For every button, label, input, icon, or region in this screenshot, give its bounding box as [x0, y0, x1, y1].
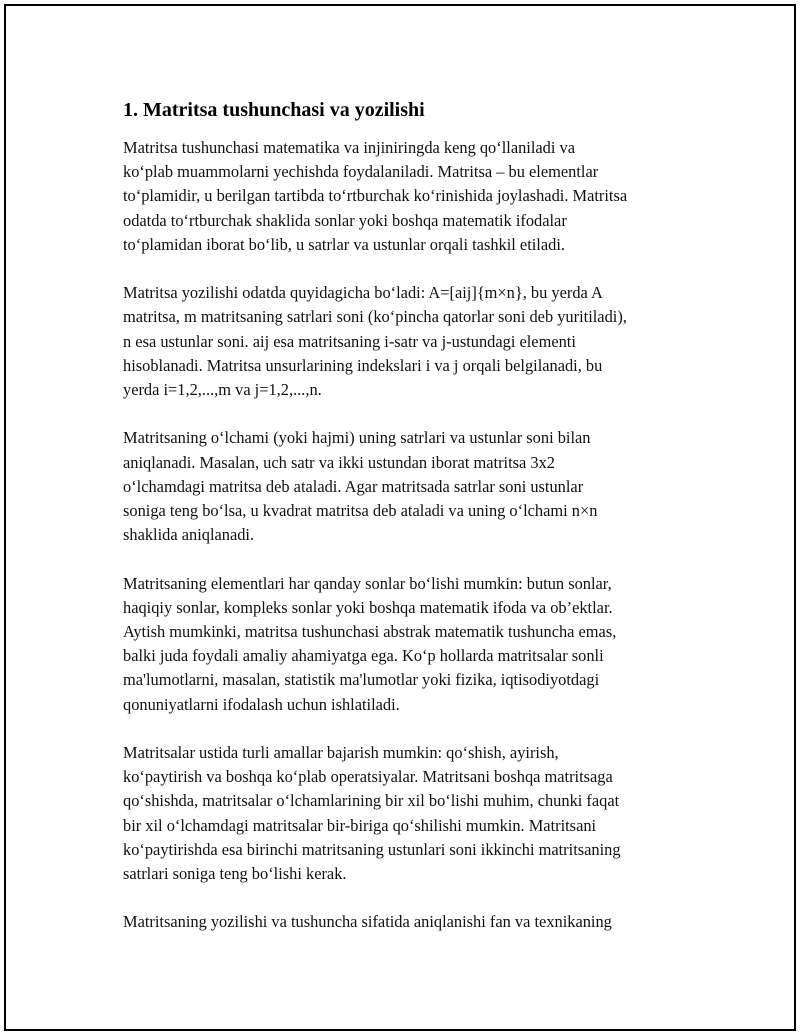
paragraph-list [121, 136, 706, 935]
document-body [121, 98, 706, 959]
paragraph-line: o‘lchamdagi matritsa deb ataladi. Agar matritsada satrlar soni ustunlar [123, 476, 584, 496]
paragraph-line: satrlari soniga teng bo‘lishi kerak. [123, 864, 347, 884]
paragraph-line: Matritsalar ustida turli amallar bajarish mumkin: qo‘shish, ayirish, [123, 743, 559, 763]
paragraph-line: hisoblanadi. Matritsa unsurlarining indekslari i va j orqali belgilanadi, bu [123, 355, 603, 375]
paragraph-line: bir xil o‘lchamdagi matritsalar bir-biriga qo‘shilishi mumkin. Matritsani [123, 815, 597, 835]
paragraph-line: ma'lumotlarni, masalan, statistik ma'lumotlar yoki fizika, iqtisodiyotdagi [123, 670, 600, 690]
paragraph-line: soniga teng bo‘lsa, u kvadrat matritsa deb ataladi va uning o‘lchami n×n [123, 501, 598, 521]
paragraph [123, 741, 706, 886]
paragraph-line: matritsa, m matritsaning satrlari soni (ko‘pincha qatorlar soni deb yuritiladi), [123, 307, 627, 327]
paragraph-line: ko‘paytirishda esa birinchi matritsaning ustunlari soni ikkinchi matritsaning [123, 839, 621, 859]
paragraph-line: Matritsaning yozilishi va tushuncha sifatida aniqlanishi fan va texnikaning [123, 912, 612, 932]
paragraph-line: ko‘paytirish va boshqa ko‘plab operatsiyalar. Matritsani boshqa matritsaga [123, 767, 613, 787]
paragraph-line: ko‘plab muammolarni yechishda foydalaniladi. Matritsa – bu elementlar [123, 162, 599, 182]
paragraph-line: aniqlanadi. Masalan, uch satr va ikki ustundan iborat matritsa 3x2 [123, 452, 555, 472]
paragraph-line: haqiqiy sonlar, kompleks sonlar yoki boshqa matematik ifoda va ob’ektlar. [123, 597, 613, 617]
paragraph-line: to‘plamidan iborat bo‘lib, u satrlar va ustunlar orqali tashkil etiladi. [123, 234, 565, 254]
paragraph-line: yerda i=1,2,...,m va j=1,2,...,n. [123, 380, 322, 400]
paragraph-line: Matritsa yozilishi odatda quyidagicha bo‘ladi: A=[aij]{m×n}, bu yerda A [123, 283, 603, 303]
paragraph-line: n esa ustunlar soni. aij esa matritsaning i-satr va j-ustundagi elementi [123, 331, 576, 351]
paragraph [123, 426, 706, 547]
paragraph [123, 281, 706, 402]
paragraph-line: balki juda foydali amaliy ahamiyatga ega. Ko‘p hollarda matritsalar sonli [123, 646, 604, 666]
paragraph-line: Aytish mumkinki, matritsa tushunchasi abstrak matematik tushuncha emas, [123, 622, 617, 642]
paragraph-line: to‘plamidir, u berilgan tartibda to‘rtburchak ko‘rinishida joylashadi. Matritsa [123, 186, 628, 206]
paragraph [123, 910, 706, 934]
paragraph-line: Matritsa tushunchasi matematika va injiniringda keng qo‘llaniladi va [123, 138, 575, 157]
section-heading: 1. Matritsa tushunchasi va yozilishi [123, 99, 425, 121]
paragraph-line: shaklida aniqlanadi. [123, 525, 255, 545]
paragraph [123, 572, 706, 717]
paragraph-line: Matritsaning elementlari har qanday sonlar bo‘lishi mumkin: butun sonlar, [123, 573, 612, 593]
paragraph [123, 136, 706, 257]
paragraph-line: odatda to‘rtburchak shaklida sonlar yoki boshqa matematik ifodalar [123, 210, 567, 230]
paragraph-line: Matritsaning o‘lchami (yoki hajmi) uning satrlari va ustunlar soni bilan [123, 428, 591, 448]
page-frame [4, 4, 796, 1031]
paragraph-line: qonuniyatlarni ifodalash uchun ishlatiladi. [123, 694, 400, 714]
paragraph-line: qo‘shishda, matritsalar o‘lchamlarining bir xil bo‘lishi muhim, chunki faqat [123, 791, 620, 811]
